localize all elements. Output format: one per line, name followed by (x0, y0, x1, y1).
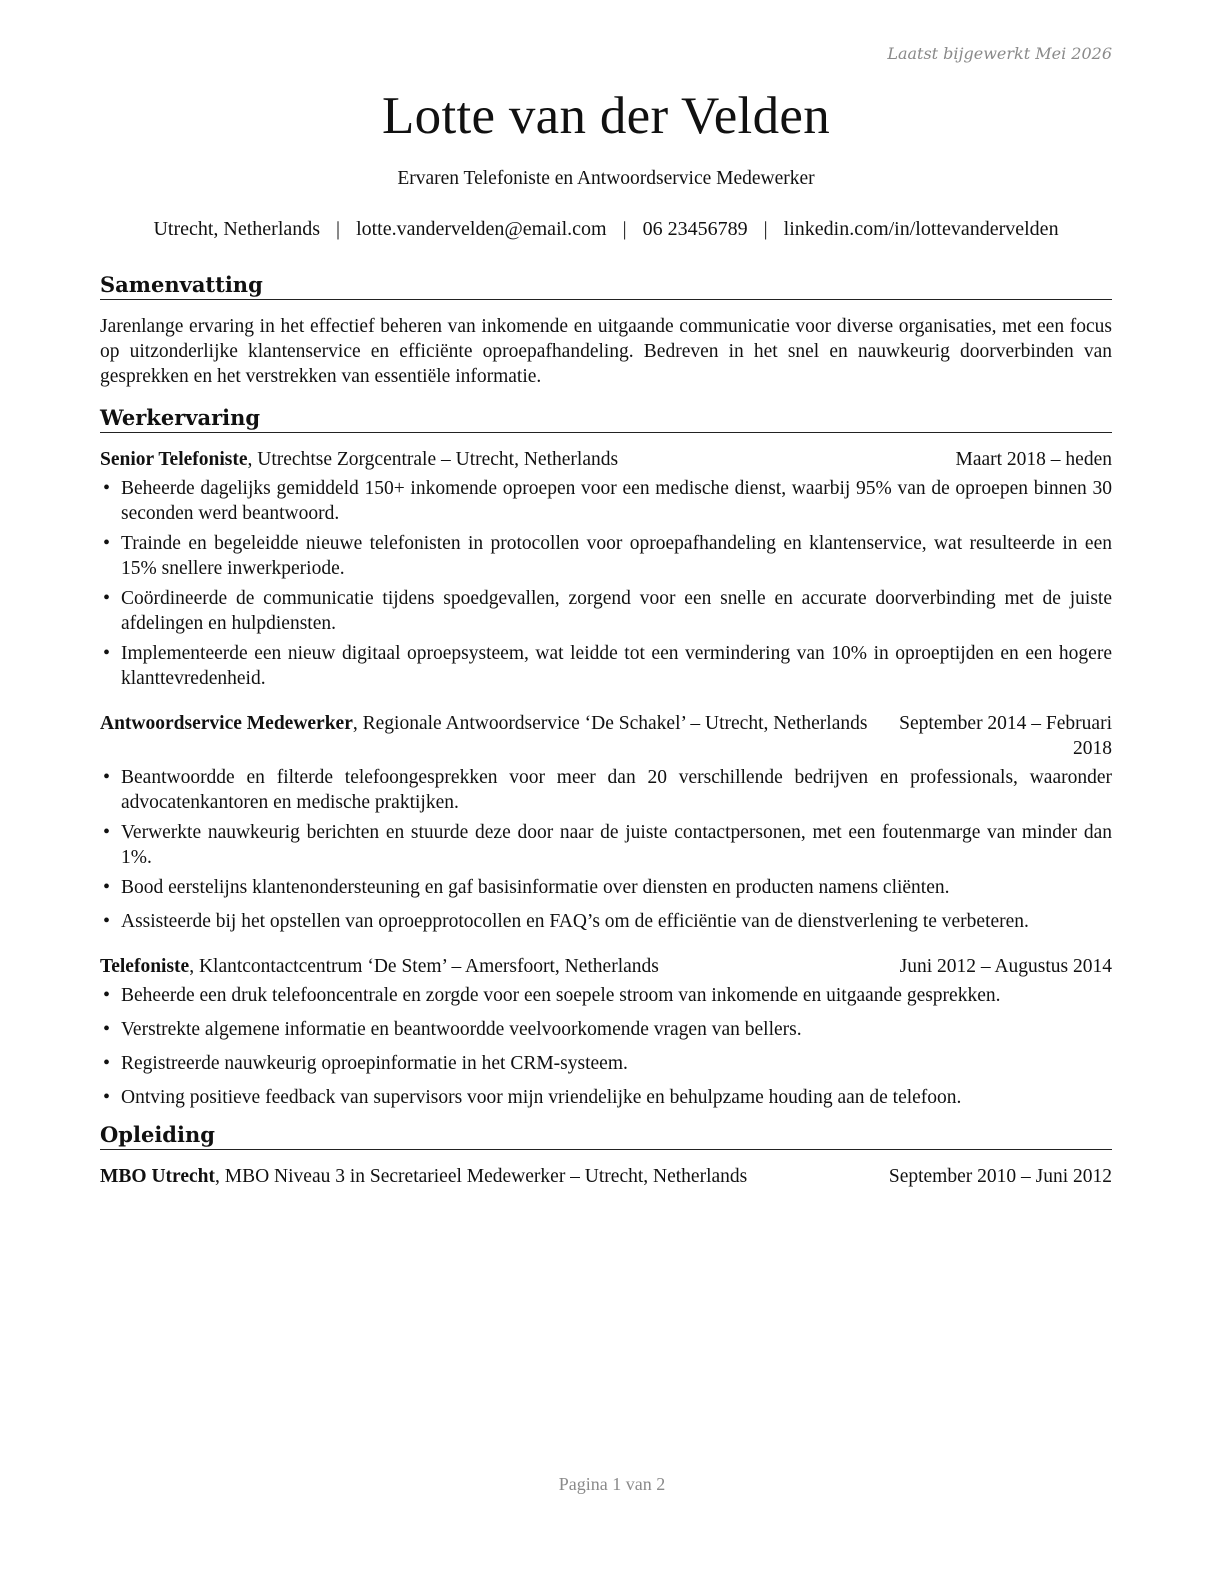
job-dates: Maart 2018 – heden (955, 449, 1112, 470)
education-line (100, 1164, 872, 1189)
section-title-education: Opleiding (100, 1122, 1112, 1150)
contact-separator: | (622, 218, 627, 240)
list-item: • Beheerde dagelijks gemiddeld 150+ inkomende oproepen voor een medische dienst, waarbij 95% van de oproepen binnen 30 seconden werd beantwoord. (100, 476, 1112, 526)
summary-section (100, 272, 1112, 389)
list-item: • Ontving positieve feedback van supervisors voor mijn vriendelijke en behulpzame houding aan de telefoon. (100, 1085, 1112, 1110)
resume-page (100, 84, 1112, 1189)
job-header (100, 954, 1112, 979)
job-organization: , Klantcontactcentrum ‘De Stem’ – Amersfoort, Netherlands (189, 956, 659, 977)
job-organization: , Regionale Antwoordservice ‘De Schakel’ – Utrecht, Netherlands (352, 713, 868, 734)
job-header (100, 711, 1112, 761)
section-title-summary: Samenvatting (100, 272, 1112, 300)
education-program: , MBO Niveau 3 in Secretarieel Medewerker – Utrecht, Netherlands (214, 1166, 748, 1187)
job-role: Telefoniste (100, 956, 190, 977)
job-entry (100, 447, 1112, 691)
education-dates: September 2010 – Juni 2012 (888, 1166, 1112, 1187)
list-item: • Bood eerstelijns klantenondersteuning en gaf basisinformatie over diensten en producten namens cliënten. (100, 875, 1112, 900)
experience-section (100, 405, 1112, 1110)
contact-linkedin[interactable]: linkedin.com/in/lottevandervelden (783, 218, 1059, 240)
education-school: MBO Utrecht (100, 1166, 215, 1187)
job-entry (100, 711, 1112, 934)
job-title-line (100, 711, 872, 736)
job-role: Senior Telefoniste (100, 449, 248, 470)
list-item: • Implementeerde een nieuw digitaal oproepsysteem, wat leidde tot een vermindering van 10% in oproeptijden en een hogere klanttevredenheid. (100, 641, 1112, 691)
job-dates: Juni 2012 – Augustus 2014 (899, 956, 1112, 977)
list-item: • Assisteerde bij het opstellen van oproepprotocollen en FAQ’s om de efficiëntie van de dienstverlening te verbeteren. (100, 909, 1112, 934)
list-item: • Beheerde een druk telefooncentrale en zorgde voor een soepele stroom van inkomende en uitgaande gesprekken. (100, 983, 1112, 1008)
job-role: Antwoordservice Medewerker (100, 713, 353, 734)
job-bullets (100, 983, 1112, 1110)
page-number: Pagina 1 van 2 (558, 1474, 666, 1494)
job-bullets (100, 765, 1112, 934)
list-item: • Verwerkte nauwkeurig berichten en stuurde deze door naar de juiste contactpersonen, met een foutenmarge van minder dan 1%. (100, 820, 1112, 870)
contact-separator: | (336, 218, 341, 240)
contact-email[interactable]: lotte.vandervelden@email.com (356, 218, 607, 240)
education-header (100, 1164, 1112, 1189)
summary-text: Jarenlange ervaring in het effectief beheren van inkomende en uitgaande communicatie voor diverse organisaties, met een focus op uitzonderlijke klantenservice en efficiënte oproepafhandeling. Bedreven in het snel en nauwkeurig doorverbinden van gesprekken en het verstrekken van essentiële informatie. (100, 316, 1112, 387)
list-item: • Trainde en begeleidde nieuwe telefonisten in protocollen voor oproepafhandeling en klantenservice, wat resulteerde in een 15% snellere inwerkperiode. (100, 531, 1112, 581)
education-section (100, 1122, 1112, 1189)
job-title-line (100, 954, 888, 979)
job-bullets (100, 476, 1112, 691)
list-item: • Registreerde nauwkeurig oproepinformatie in het CRM-systeem. (100, 1051, 1112, 1076)
contact-phone: 06 23456789 (642, 218, 748, 240)
contact-location: Utrecht, Netherlands (153, 218, 321, 240)
list-item: • Coördineerde de communicatie tijdens spoedgevallen, zorgend voor een snelle en accurate doorverbinding met de juiste afdelingen en hulpdiensten. (100, 586, 1112, 636)
list-item: • Beantwoordde en filterde telefoongesprekken voor meer dan 20 verschillende bedrijven en professionals, waaronder advocatenkantoren en medische praktijken. (100, 765, 1112, 815)
job-organization: , Utrechtse Zorgcentrale – Utrecht, Netherlands (247, 449, 619, 470)
job-header (100, 447, 1112, 472)
contact-separator: | (763, 218, 768, 240)
candidate-name: Lotte van der Velden (381, 87, 830, 145)
headline: Ervaren Telefoniste en Antwoordservice Medewerker (397, 168, 815, 189)
education-entry (100, 1164, 1112, 1189)
job-title-line (100, 447, 944, 472)
job-dates: September 2014 – Februari 2018 (899, 713, 1112, 759)
last-updated: Laatst bijgewerkt Mei 2026 (887, 44, 1112, 63)
list-item: • Verstrekte algemene informatie en beantwoordde veelvoorkomende vragen van bellers. (100, 1017, 1112, 1042)
contact-line (100, 216, 1112, 242)
section-title-experience: Werkervaring (100, 405, 1112, 433)
job-entry (100, 954, 1112, 1110)
